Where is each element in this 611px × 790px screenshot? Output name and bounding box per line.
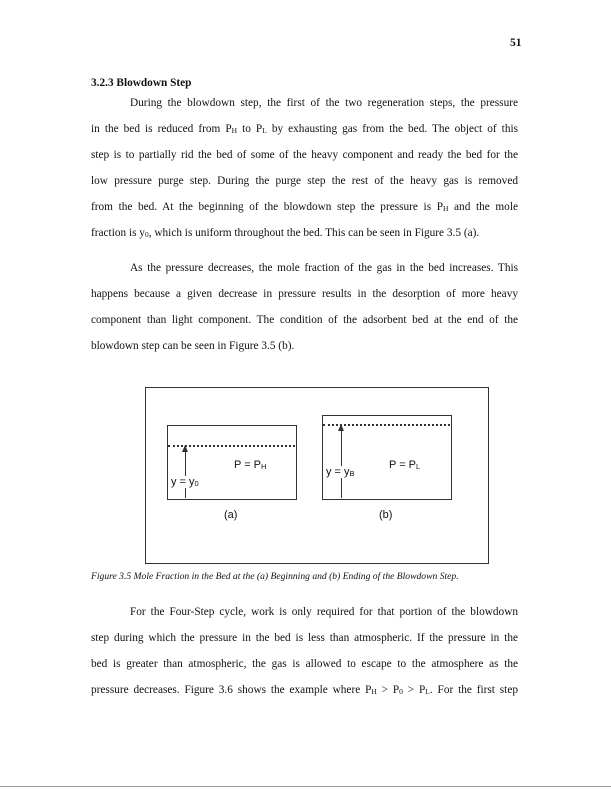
subscript: H [371, 687, 377, 696]
text-run: bed is greater than atmospheric, the gas is allowed to escape to the atmosphere as the [91, 658, 518, 670]
text-run: by exhausting gas from the bed. The object of this [266, 123, 518, 135]
text-run: step is to partially rid the bed of some of the heavy component and ready the bed for the [91, 149, 518, 161]
subscript: H [231, 126, 238, 135]
text-run: step during which the pressure in the bed is less than atmospheric. If the pressure in the [91, 632, 518, 644]
text-line [91, 200, 518, 216]
text-run: in the bed is reduced from P [91, 123, 232, 135]
text-run: blowdown step can be seen in Figure 3.5 (b). [91, 340, 295, 352]
pressure-label-a: $P = P_H$ [234, 459, 267, 471]
text-line [130, 96, 518, 110]
text-line [91, 122, 518, 138]
text-line [130, 261, 518, 275]
text-line [91, 287, 518, 301]
text-line [91, 339, 518, 353]
text-run: low pressure purge step. During the purge step the rest of the heavy gas is removed [91, 175, 518, 187]
subscript: H [443, 204, 449, 213]
subscript: L [425, 687, 430, 696]
text-line [91, 657, 518, 671]
text-run: happens because a given decrease in pressure results in the desorption of more heavy [91, 288, 518, 300]
subscript: 0 [399, 687, 403, 696]
panel-label-a: (a) [224, 509, 238, 521]
arrow-up-icon [341, 425, 342, 498]
figure-caption: Figure 3.5 Mole Fraction in the Bed at the (a) Beginning and (b) Ending of the Blowdown Step. [91, 571, 459, 582]
text-line [130, 605, 518, 619]
text-line [91, 226, 518, 242]
text-run: During the blowdown step, the first of the two regeneration steps, the pressure [130, 97, 518, 109]
text-run: For the Four-Step cycle, work is only required for that portion of the blowdown [130, 606, 518, 618]
subscript: 0 [144, 230, 149, 239]
mole-label-a: $y = y_0$ [171, 476, 199, 488]
subscript: L [262, 126, 267, 135]
text-run: > P [376, 684, 400, 696]
text-line [91, 174, 518, 188]
page-edge [0, 786, 611, 787]
figure-3-5 [145, 387, 489, 564]
text-run: fraction is y [91, 227, 145, 239]
bed-a [167, 425, 297, 500]
section-heading: 3.2.3 Blowdown Step [91, 77, 192, 89]
text-run: and the mole [448, 201, 518, 213]
text-line [91, 148, 518, 162]
panel-label-b: (b) [379, 509, 393, 521]
text-run: > P [402, 684, 426, 696]
text-run: , which is uniform throughout the bed. This can be seen in Figure 3.5 (a). [148, 227, 480, 239]
text-run: pressure decreases. Figure 3.6 shows the example where P [91, 684, 372, 696]
text-run: to P [237, 123, 263, 135]
arrow-up-icon [185, 446, 186, 498]
text-run: As the pressure decreases, the mole fraction of the gas in the bed increases. This [130, 262, 518, 274]
text-line [91, 313, 518, 327]
text-run: from the bed. At the beginning of the blowdown step the pressure is P [91, 201, 443, 213]
mole-label-b: $y = y_B$ [326, 466, 355, 478]
text-run: component than light component. The condition of the adsorbent bed at the end of the [91, 314, 518, 326]
page-number: 51 [510, 37, 522, 49]
pressure-label-b: $P = P_L$ [389, 459, 421, 471]
text-line [91, 631, 518, 645]
text-line [91, 683, 518, 699]
text-run: . For the first step [429, 684, 518, 696]
